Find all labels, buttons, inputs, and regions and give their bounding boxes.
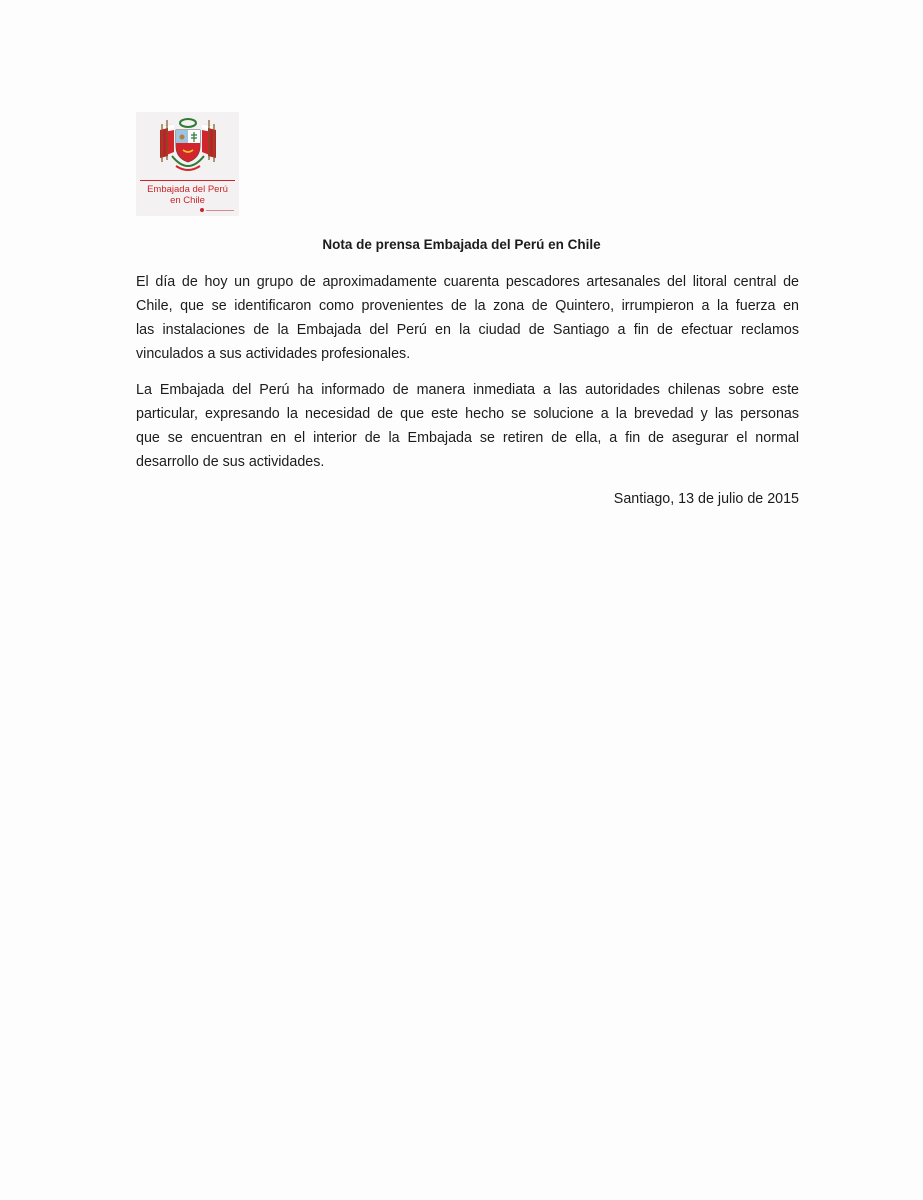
paragraph-line: La Embajada del Perú ha informado de manera inmediata a las autoridades chilenas sobre este [136,382,799,398]
footer-rule [206,210,234,211]
paragraph-line: que se encuentran en el interior de la Embajada se retiren de ella, a fin de asegurar el normal [136,430,799,446]
paragraph-2 [136,378,799,474]
letterhead-logo [136,112,239,216]
date-line: Santiago, 13 de julio de 2015 [613,491,799,507]
paragraph-line: particular, expresando la necesidad de que este hecho se solucione a la brevedad y las personas [136,406,799,422]
paragraph-line: vinculados a sus actividades profesionales. [136,346,411,362]
letterhead-line-1: Embajada del Perú [147,184,228,195]
document-title: Nota de prensa Embajada del Perú en Chile [322,237,601,252]
paragraph-line: El día de hoy un grupo de aproximadamente cuarenta pescadores artesanales del litoral central de [136,274,799,290]
letterhead-footer-mark [200,208,234,212]
coat-of-arms-icon [158,116,218,178]
paragraph-line: desarrollo de sus actividades. [136,454,325,470]
paragraph-line: las instalaciones de la Embajada del Perú en la ciudad de Santiago a fin de efectuar reclamos [136,322,799,338]
paragraph-1 [136,270,799,366]
seal-dot-icon [200,208,204,212]
letterhead-divider [140,180,235,181]
paragraph-line: Chile, que se identificaron como provenientes de la zona de Quintero, irrumpieron a la fuerza en [136,298,799,314]
letterhead-line-2: en Chile [170,195,205,206]
